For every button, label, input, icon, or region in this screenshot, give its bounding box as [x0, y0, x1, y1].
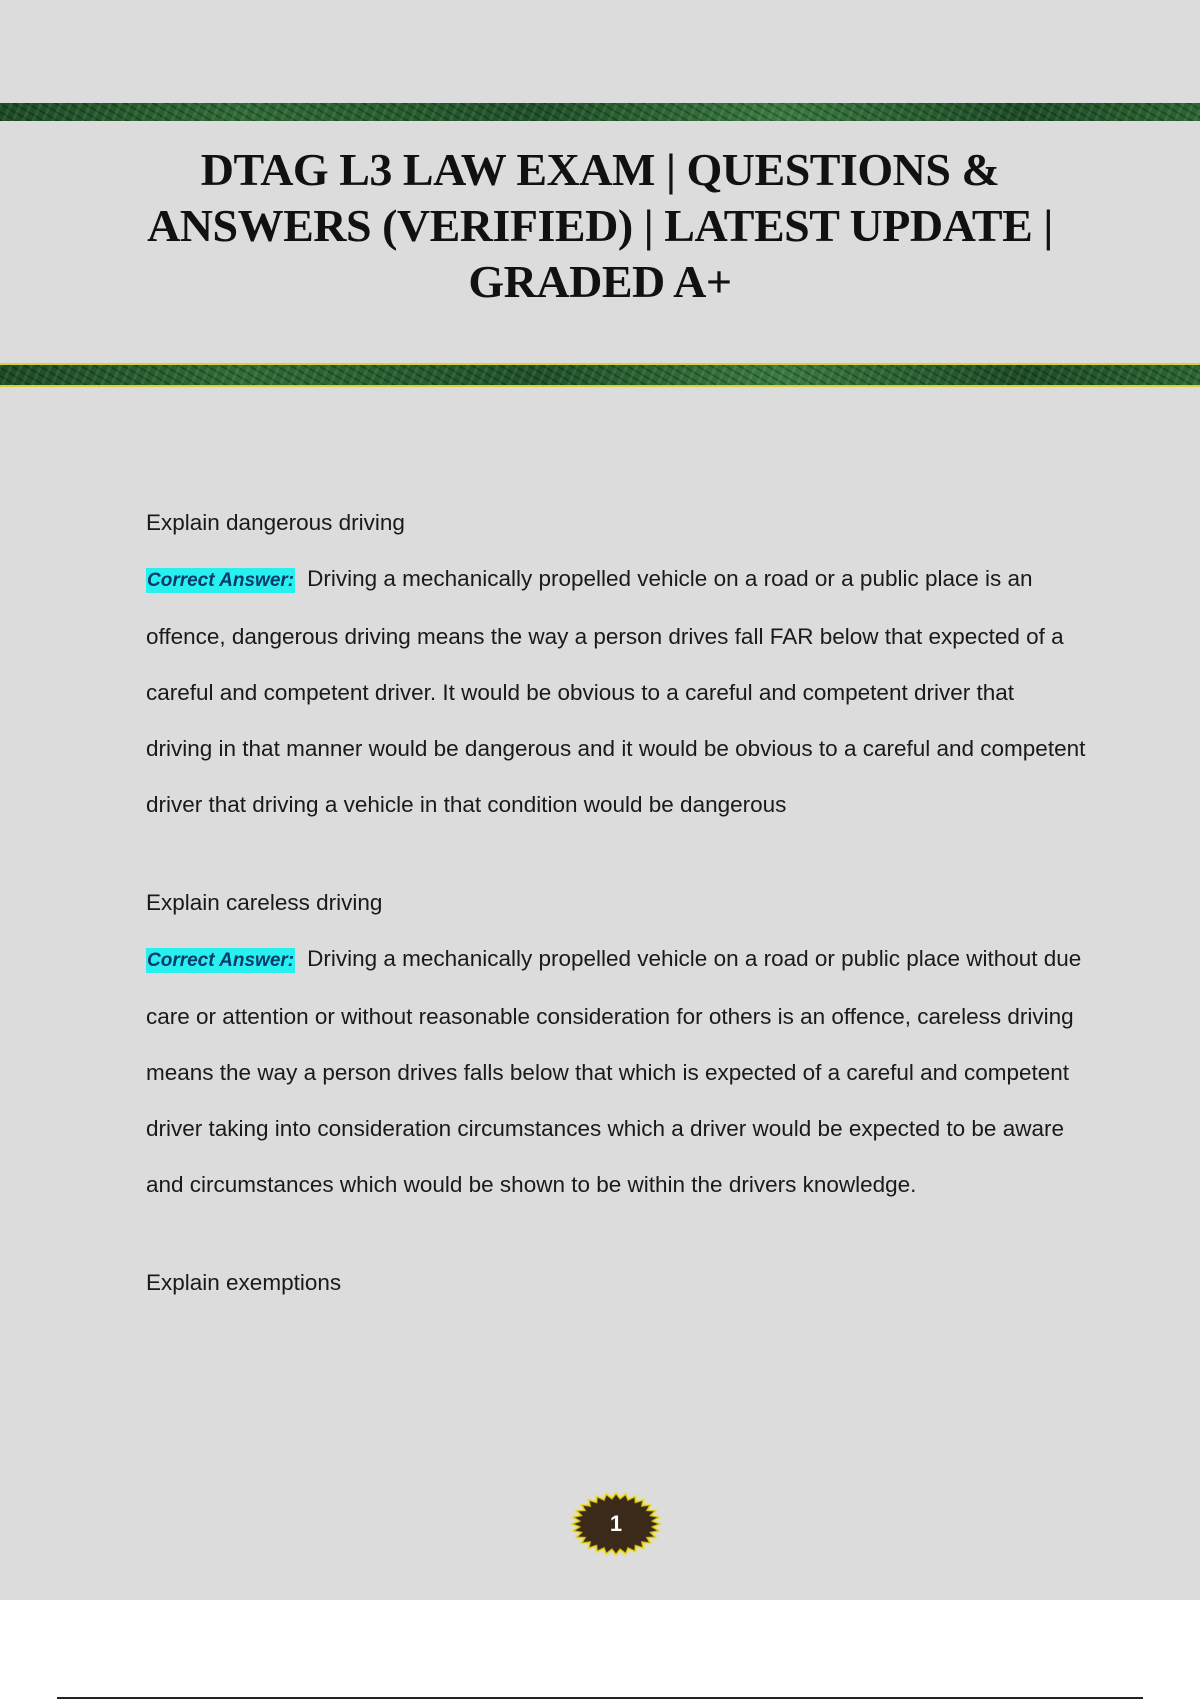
question-text: Explain dangerous driving [146, 510, 405, 535]
answer-text: Driving a mechanically propelled vehicle on a road or public place without due care or attention or without reasonable consideration for others is an offence, careless driving means the way a person drives falls below that which is expected of a careful and competent driver taking into consideration circumstances which a driver would be expected to be aware and circumstances which would be shown to be within the drivers knowledge. [146, 946, 1082, 1197]
question-text: Explain exemptions [146, 1270, 342, 1295]
correct-answer-badge: Correct Answer: [147, 950, 295, 971]
qa-list [146, 495, 1086, 1353]
header-top-band [0, 103, 1200, 121]
page-number-badge [568, 1490, 664, 1558]
footer-rule [57, 1697, 1143, 1699]
correct-answer-badge: Correct Answer: [147, 570, 295, 591]
qa-item [146, 1255, 1086, 1311]
page-number: 1 [609, 1511, 623, 1536]
header-bottom-band [0, 365, 1200, 385]
document-title: DTAG L3 LAW EXAM | QUESTIONS & ANSWERS (VERIFIED) | LATEST UPDATE | GRADED A+ [147, 144, 1053, 307]
qa-item [146, 875, 1086, 1213]
question-text: Explain careless driving [146, 890, 383, 915]
answer-block [146, 931, 1086, 1213]
answer-block [146, 551, 1086, 833]
qa-item [146, 495, 1086, 833]
answer-text: Driving a mechanically propelled vehicle on a road or a public place is an offence, dangerous driving means the way a person drives fall FAR below that expected of a careful and competent driver. It would be obvious to a careful and competent driver that driving in that manner would be dangerous and it would be obvious to a careful and competent driver that driving a vehicle in that condition would be dangerous [146, 566, 1086, 817]
